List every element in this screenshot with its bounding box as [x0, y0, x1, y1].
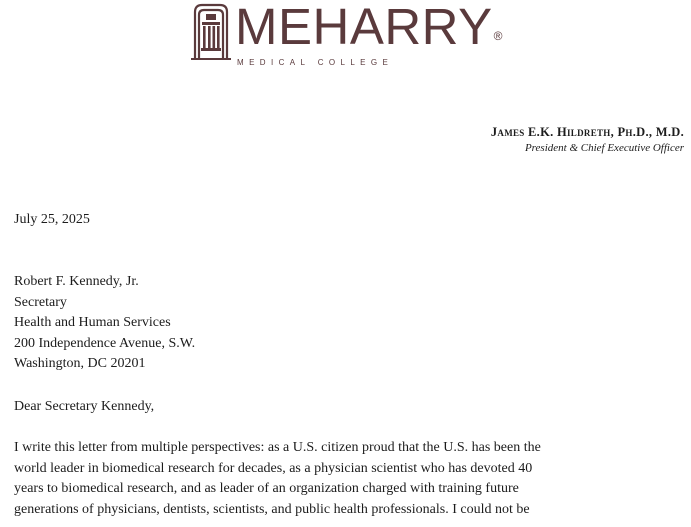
letterhead-name-text: MEHARRY — [235, 0, 493, 55]
sender-title: President & Chief Executive Officer — [524, 142, 684, 154]
sender-name: James E.K. Hildreth, Ph.D., M.D. — [490, 125, 684, 139]
letterhead-name — [235, 1, 502, 53]
salutation: Dear Secretary Kennedy, — [14, 399, 155, 414]
recipient-line: Secretary — [14, 294, 67, 310]
sender-block — [491, 124, 684, 156]
meharry-building-icon — [189, 2, 233, 60]
body-line: world leader in biomedical research for decades, as a physician scientist who has devoted 40 — [14, 460, 533, 476]
recipient-line: Robert F. Kennedy, Jr. — [14, 274, 139, 289]
recipient-line: 200 Independence Avenue, S.W. — [14, 335, 196, 351]
recipient-line: Washington, DC 20201 — [14, 356, 146, 371]
letter-date: July 25, 2025 — [14, 212, 90, 227]
letterhead-logo — [189, 0, 503, 68]
recipient-line: Health and Human Services — [14, 315, 171, 330]
letter-body — [14, 438, 541, 520]
letterhead-subtitle: MEDICAL COLLEGE — [237, 58, 394, 67]
body-line: generations of physicians, dentists, scientists, and public health professionals. I could not be — [14, 501, 530, 517]
body-line: I write this letter from multiple perspectives: as a U.S. citizen proud that the U.S. has been the — [14, 440, 541, 455]
registered-mark: ® — [493, 29, 503, 43]
body-line: years to biomedical research, and as leader of an organization charged with training future — [14, 481, 519, 497]
recipient-address — [14, 272, 195, 375]
